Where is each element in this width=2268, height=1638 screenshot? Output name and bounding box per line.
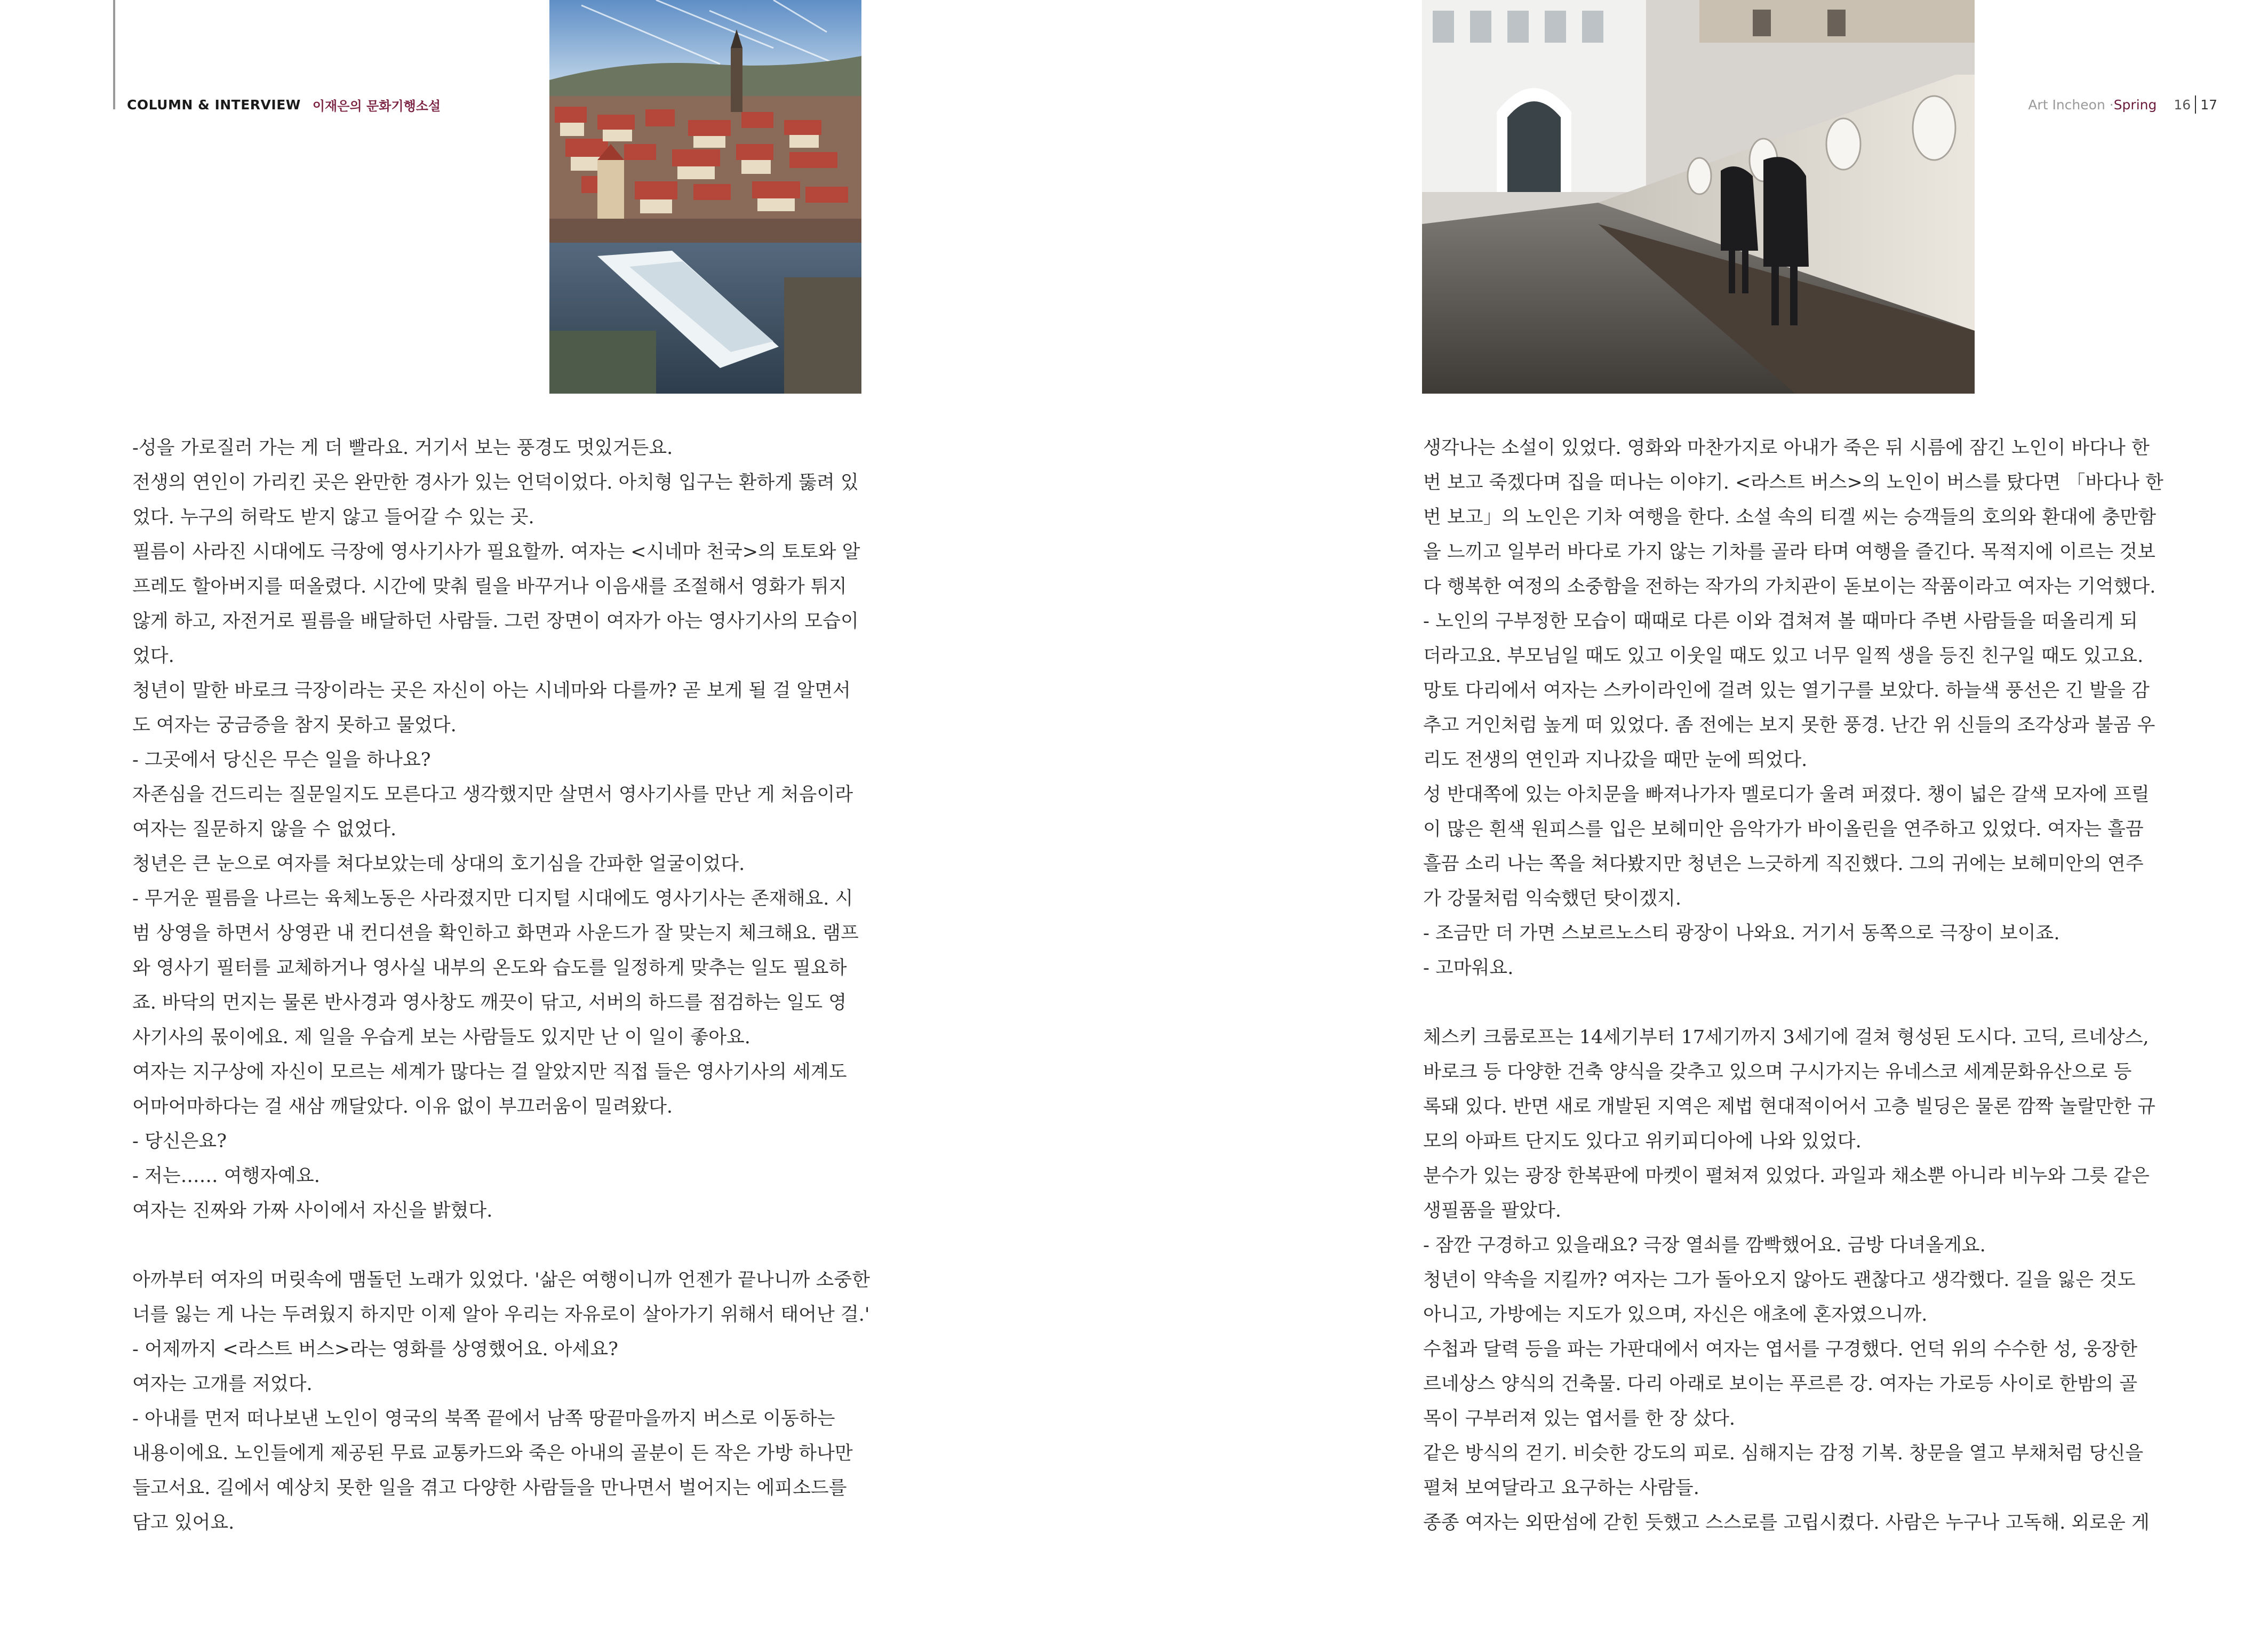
text-line: 사기사의 몫이에요. 제 일을 우습게 보는 사람들도 있지만 난 이 일이 좋아요.	[132, 1027, 750, 1048]
text-line: 더라고요. 부모님일 때도 있고 이웃일 때도 있고 너무 일찍 생을 등진 친구일 때도 있고요.	[1423, 645, 2144, 667]
text-line: 아니고, 가방에는 지도가 있으며, 자신은 애초에 혼자였으니까.	[1423, 1304, 1928, 1325]
page-number-divider	[2195, 95, 2196, 114]
text-line: - 저는…… 여행자예요.	[132, 1165, 320, 1187]
text-line: 범 상영을 하면서 상영관 내 컨디션을 확인하고 화면과 사운드가 잘 맞는지 체크해요. 램프	[132, 923, 859, 944]
right-running-header	[2028, 94, 2217, 115]
text-line: - 어제까지 <라스트 버스>라는 영화를 상영했어요. 아세요?	[132, 1339, 618, 1360]
text-line: 청년은 큰 눈으로 여자를 쳐다보았는데 상대의 호기심을 간파한 얼굴이었다.	[132, 853, 745, 875]
town-river-photo	[549, 0, 861, 394]
left-running-header	[127, 94, 441, 115]
blank-line	[1423, 986, 2154, 1020]
text-line: 전생의 연인이 가리킨 곳은 완만한 경사가 있는 언덕이었다. 아치형 입구는 환하게 뚫려 있	[132, 472, 859, 493]
text-line: - 당신은요?	[132, 1131, 227, 1152]
text-line: 모의 아파트 단지도 있다고 위키피디아에 나와 있었다.	[1423, 1131, 1862, 1152]
text-line: 성 반대쪽에 있는 아치문을 빠져나가자 멜로디가 울려 퍼졌다. 챙이 넓은 갈색 모자에 프릴	[1423, 784, 2150, 805]
section-label: COLUMN & INTERVIEW	[127, 97, 301, 113]
text-line: 을 느끼고 일부러 바다로 가지 않는 기차를 골라 타며 여행을 즐긴다. 목적지에 이르는 것보	[1423, 541, 2155, 563]
text-line: 아까부터 여자의 머릿속에 맴돌던 노래가 있었다. '삶은 여행이니까 언젠가 끝나니까 소중한	[132, 1269, 870, 1291]
text-line: 내용이에요. 노인들에게 제공된 무료 교통카드와 죽은 아내의 골분이 든 작은 가방 하나만	[132, 1443, 853, 1464]
text-line: - 그곳에서 당신은 무슨 일을 하나요?	[132, 749, 431, 771]
text-line: 가 강물처럼 익숙했던 탓이겠지.	[1423, 888, 1682, 909]
text-line: 번 보고」의 노인은 기차 여행을 한다. 소설 속의 티겔 씨는 승객들의 호의와 환대에 충만함	[1423, 507, 2157, 528]
text-line: 도 여자는 궁금증을 참지 못하고 물었다.	[132, 715, 457, 736]
text-line: 자존심을 건드리는 질문일지도 모른다고 생각했지만 살면서 영사기사를 만난 게 처음이라	[132, 784, 853, 805]
text-line: - 무거운 필름을 나르는 육체노동은 사라졌지만 디지털 시대에도 영사기사는 존재해요. 시	[132, 888, 853, 909]
text-line: -성을 가로질러 가는 게 더 빨라요. 거기서 보는 풍경도 멋있거든요.	[132, 437, 673, 459]
text-line: 여자는 진짜와 가짜 사이에서 자신을 밝혔다.	[132, 1200, 493, 1221]
text-line: 너를 잃는 게 나는 두려웠지 하지만 이제 알아 우리는 자유로이 살아가기 위해서 태어난 걸.'	[132, 1304, 870, 1325]
text-line: 록돼 있다. 반면 새로 개발된 지역은 제법 현대적이어서 고층 빌딩은 물론 깜짝 놀랄만한 규	[1423, 1096, 2155, 1117]
text-line: - 조금만 더 가면 스보르노스티 광장이 나와요. 거기서 동쪽으로 극장이 보이죠.	[1423, 923, 2060, 944]
text-line: 다 행복한 여정의 소중함을 전하는 작가의 가치관이 돋보이는 작품이라고 여자는 기억했다.	[1423, 576, 2156, 597]
text-line: 필름이 사라진 시대에도 극장에 영사기사가 필요할까. 여자는 <시네마 천국>의 토토와 알	[132, 541, 860, 563]
blank-line	[132, 1228, 863, 1263]
text-line: 망토 다리에서 여자는 스카이라인에 걸려 있는 열기구를 보았다. 하늘색 풍선은 긴 발을 감	[1423, 680, 2150, 701]
text-line: 르네상스 양식의 건축물. 다리 아래로 보이는 푸르른 강. 여자는 가로등 사이로 한밤의 골	[1423, 1373, 2138, 1395]
text-line: 담고 있어요.	[132, 1512, 235, 1533]
text-line: 종종 여자는 외딴섬에 갇힌 듯했고 스스로를 고립시켰다. 사람은 누구나 고독해. 외로운 게	[1423, 1512, 2150, 1533]
text-line: 여자는 고개를 저었다.	[132, 1373, 313, 1395]
page-number-right: 17	[2200, 97, 2217, 113]
text-line: 않게 하고, 자전거로 필름을 배달하던 사람들. 그런 장면이 여자가 아는 영사기사의 모습이	[132, 611, 859, 632]
text-line: 어마어마하다는 걸 새삼 깨달았다. 이유 없이 부끄러움이 밀려왔다.	[132, 1096, 673, 1117]
castle-courtyard-photo-image	[1422, 0, 1975, 394]
text-line: 여자는 질문하지 않을 수 없었다.	[132, 819, 397, 840]
text-line: 같은 방식의 걷기. 비슷한 강도의 피로. 심해지는 감정 기복. 창문을 열고 부채처럼 당신을	[1423, 1443, 2144, 1464]
text-line: 추고 거인처럼 높게 떠 있었다. 좀 전에는 보지 못한 풍경. 난간 위 신들의 조각상과 불곰 우	[1423, 715, 2155, 736]
castle-courtyard-photo	[1422, 0, 1975, 394]
text-line: 여자는 지구상에 자신이 모르는 세계가 많다는 걸 알았지만 직접 들은 영사기사의 세계도	[132, 1061, 847, 1083]
text-line: - 고마워요.	[1423, 957, 1514, 979]
text-line: 와 영사기 필터를 교체하거나 영사실 내부의 온도와 습도를 일정하게 맞추는 일도 필요하	[132, 957, 847, 979]
text-line: 생필품을 팔았다.	[1423, 1200, 1561, 1221]
text-line: 목이 구부러져 있는 엽서를 한 장 샀다.	[1423, 1408, 1736, 1429]
text-line: 었다.	[132, 645, 174, 667]
text-line: 들고서요. 길에서 예상치 못한 일을 겪고 다양한 사람들을 만나면서 벌어지는 에피소드를	[132, 1477, 847, 1499]
text-line: 수첩과 달력 등을 파는 가판대에서 여자는 엽서를 구경했다. 언덕 위의 수수한 성, 웅장한	[1423, 1339, 2138, 1360]
text-line: 리도 전생의 연인과 지나갔을 때만 눈에 띄었다.	[1423, 749, 1808, 771]
text-line: 펼쳐 보여달라고 요구하는 사람들.	[1423, 1477, 1699, 1499]
text-line: 바로크 등 다양한 건축 양식을 갖추고 있으며 구시가지는 유네스코 세계문화유산으로 등	[1423, 1061, 2132, 1083]
text-line: 분수가 있는 광장 한복판에 마켓이 펼쳐져 있었다. 과일과 채소뿐 아니라 비누와 그릇 같은	[1423, 1165, 2150, 1187]
right-body-text	[1423, 431, 2163, 1540]
text-line: - 노인의 구부정한 모습이 때때로 다른 이와 겹쳐져 볼 때마다 주변 사람들을 떠올리게 되	[1423, 611, 2138, 632]
magazine-name: Art Incheon ·	[2028, 97, 2114, 113]
text-line: 죠. 바닥의 먼지는 물론 반사경과 영사창도 깨끗이 닦고, 서버의 하드를 점검하는 일도 영	[132, 992, 847, 1013]
text-line: 이 많은 흰색 원피스를 입은 보헤미안 음악가가 바이올린을 연주하고 있었다. 여자는 흘끔	[1423, 819, 2144, 840]
page-edge-line	[113, 0, 115, 109]
page-number-left: 16	[2174, 97, 2191, 113]
text-line: 생각나는 소설이 있었다. 영화와 마찬가지로 아내가 죽은 뒤 시름에 잠긴 노인이 바다나 한	[1423, 437, 2150, 459]
text-line: 청년이 말한 바로크 극장이라는 곳은 자신이 아는 시네마와 다를까? 곧 보게 될 걸 알면서	[132, 680, 851, 701]
left-body-text	[132, 431, 870, 1540]
right-page	[1134, 0, 2268, 1638]
text-line: 체스키 크룸로프는 14세기부터 17세기까지 3세기에 걸쳐 형성된 도시다. 고딕, 르네상스,	[1423, 1027, 2149, 1048]
text-line: 흘끔 소리 나는 쪽을 쳐다봤지만 청년은 느긋하게 직진했다. 그의 귀에는 보헤미안의 연주	[1423, 853, 2144, 875]
column-title: 이재은의 문화기행소설	[312, 98, 441, 114]
text-line: - 잠깐 구경하고 있을래요? 극장 열쇠를 깜빡했어요. 금방 다녀올게요.	[1423, 1235, 1986, 1256]
text-line: - 아내를 먼저 떠나보낸 노인이 영국의 북쪽 끝에서 남쪽 땅끝마을까지 버스로 이동하는	[132, 1408, 835, 1429]
text-line: 번 보고 죽겠다며 집을 떠나는 이야기. <라스트 버스>의 노인이 버스를 탔다면 「바다나 한	[1423, 472, 2163, 493]
text-line: 었다. 누구의 허락도 받지 않고 들어갈 수 있는 곳.	[132, 507, 534, 528]
magazine-season: Spring	[2113, 97, 2157, 113]
town-river-photo-image	[549, 0, 861, 394]
text-line: 청년이 약속을 지킬까? 여자는 그가 돌아오지 않아도 괜찮다고 생각했다. 길을 잃은 것도	[1423, 1269, 2136, 1291]
text-line: 프레도 할아버지를 떠올렸다. 시간에 맞춰 릴을 바꾸거나 이음새를 조절해서 영화가 튀지	[132, 576, 847, 597]
